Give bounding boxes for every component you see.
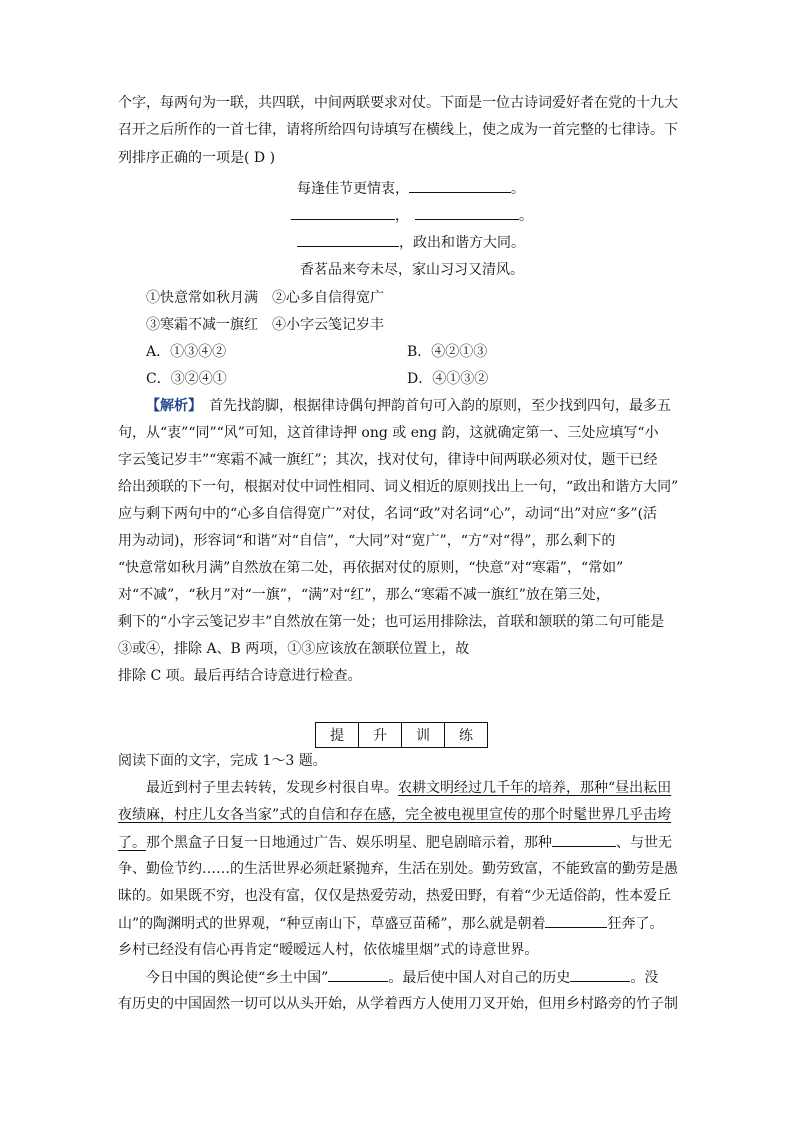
analysis-line-11: 排除 C 项。最后再结合诗意进行检查。 [118,668,362,684]
reading-p1-line-3c: 、与世无 [616,835,672,851]
poem-line-1-end: 。 [511,181,525,197]
reading-p1-underlined-3: 了。 [118,835,146,851]
reading-p2-line-1a: 今日中国的舆论使“乡土中国” [118,970,329,986]
reading-p1-line-1a: 最近到村子里去转转，发现乡村很自卑。 [118,780,398,796]
analysis-line-5: 应与剩下两句中的“心多自信得宽广”对仗，名词“政”对名词“心”，动词“出”对应“多”(活 [118,506,658,522]
analysis-line-3: 字云笺记岁丰”“寒霜不减一旗红”；其次，找对仗句，律诗中间两联必须对仗，题干已经 [118,452,658,468]
poem-line-2-end: 。 [519,208,533,224]
section-title-char-4: 练 [445,723,488,748]
analysis-line-2: 句，从“衷”“同”“风”可知，这首律诗押 ong 或 eng 韵，这就确定第一、三处应填写“小 [118,425,659,441]
poem-line-4: 香茗品来夸未尽，家山习习又清风。 [300,262,524,278]
section-title-char-1: 提 [316,723,359,748]
analysis-line-6: 用为动词)，形容词“和谐”对“自信”，“大同”对“宽广”，“方”对“得”，那么剩下的 [118,533,616,549]
poem-line-1 [297,178,525,199]
reading-p1-line-6b: 狂奔了。 [607,916,664,932]
intro-line-2: 召开之后所作的一首七律，请将所给四句诗填写在横线上，使之成为一首完整的七律诗。下 [118,122,678,138]
reading-p1-line-5: 昧的。如果既不穷，也没有富，仅仅是热爱劳动，热爱田野，有着“少无适俗韵，性本爱丘 [118,888,672,904]
reading-p1-underlined-1: 农耕文明经过几千年的培养，那种“昼出耘田 [398,780,672,796]
analysis-line-1-text: 首先找韵脚，根据律诗偶句押韵首句可入韵的原则，至少找到四句，最多五 [195,398,671,414]
option-b: B．④②①③ [407,344,488,360]
items-line-2: ③寒霜不减一旗红 ④小字云笺记岁丰 [146,317,384,333]
reading-p1-line-7: 乡村已经没有信心再肯定“暧暧远人村，依依墟里烟”式的诗意世界。 [118,942,539,958]
section-title-char-2: 升 [359,723,402,748]
poem-blank-4 [297,232,399,247]
analysis-line-8: 对“不减”，“秋月”对“一旗”，“满”对“红”，那么“寒霜不减一旗红”放在第三处， [118,587,610,603]
option-c: C．③②④① [146,371,227,387]
analysis-line-4: 给出颈联的下一句，根据对仗中词性相同、词义相近的原则找出上一句，“政出和谐方大同” [118,479,679,495]
poem-line-2 [291,205,533,226]
reading-p2-line-1c: 。没 [630,970,659,986]
section-title-char-3: 训 [402,723,445,748]
analysis-line-10: ③或④，排除 A、B 两项，①③应该放在颔联位置上，故 [118,641,470,657]
poem-blank-1 [409,178,511,193]
analysis-line-1 [146,396,671,416]
reading-blank-1 [552,832,616,847]
reading-p1-line-3 [118,832,672,853]
reading-p2-line-1b: 。最后使中国人对自己的历史 [388,970,571,986]
reading-p2-line-1 [118,967,658,988]
option-d: D．④①③② [407,371,489,387]
option-a: A．①③④② [146,344,227,360]
poem-line-1-text: 每逢佳节更情衷， [297,181,409,197]
reading-blank-2 [545,913,607,928]
reading-p2-line-2: 有历史的中国固然一切可以从头开始，从学着西方人使用刀叉开始，但用乡村路旁的竹子制 [118,996,678,1012]
reading-p1-line-2 [118,805,671,825]
analysis-line-7: “快意常如秋月满”自然放在第二处，再依据对仗的原则，“快意”对“寒霜”，“常如” [118,560,624,576]
intro-line-3: 列排序正确的一项是( D ) [118,150,276,166]
poem-blank-2 [291,205,395,220]
analysis-line-9: 剩下的“小字云笺记岁丰”自然放在第一处；也可运用排除法，首联和颔联的第二句可能是 [118,614,665,630]
intro-line-1: 个字，每两句为一联，共四联，中间两联要求对仗。下面是一位古诗词爱好者在党的十九大 [118,95,678,111]
reading-p1-line-6 [118,913,663,934]
reading-p1-underlined-2: 夜绩麻，村庄儿女各当家”式的自信和存在感，完全被电视里宣传的那个时髦世界几乎击垮 [118,807,672,823]
reading-instruction: 阅读下面的文字，完成 1～3 题。 [118,753,327,769]
poem-line-2-mid: ， [395,208,409,224]
items-line-1: ①快意常如秋月满 ②心多自信得宽广 [146,290,384,306]
reading-p1-line-1 [118,778,671,798]
poem-line-3 [297,232,525,253]
reading-p1-line-6a: 山”的陶渊明式的世界观，“种豆南山下，草盛豆苗稀”，那么就是朝着 [118,916,546,932]
analysis-label: 【解析】 [146,398,195,414]
reading-p1-line-3b: 那个黑盒子日复一日地通过广告、娱乐明星、肥皂剧暗示着，那种 [146,835,552,851]
poem-line-3-text: ，政出和谐方大同。 [399,235,525,251]
reading-p1-line-4: 争、勤俭节约……的生活世界必须赶紧抛弃，生活在别处。勤劳致富，不能致富的勤劳是愚 [118,861,678,877]
section-title-box [315,722,488,748]
reading-blank-3 [328,967,388,982]
poem-blank-3 [415,205,519,220]
reading-blank-4 [570,967,630,982]
